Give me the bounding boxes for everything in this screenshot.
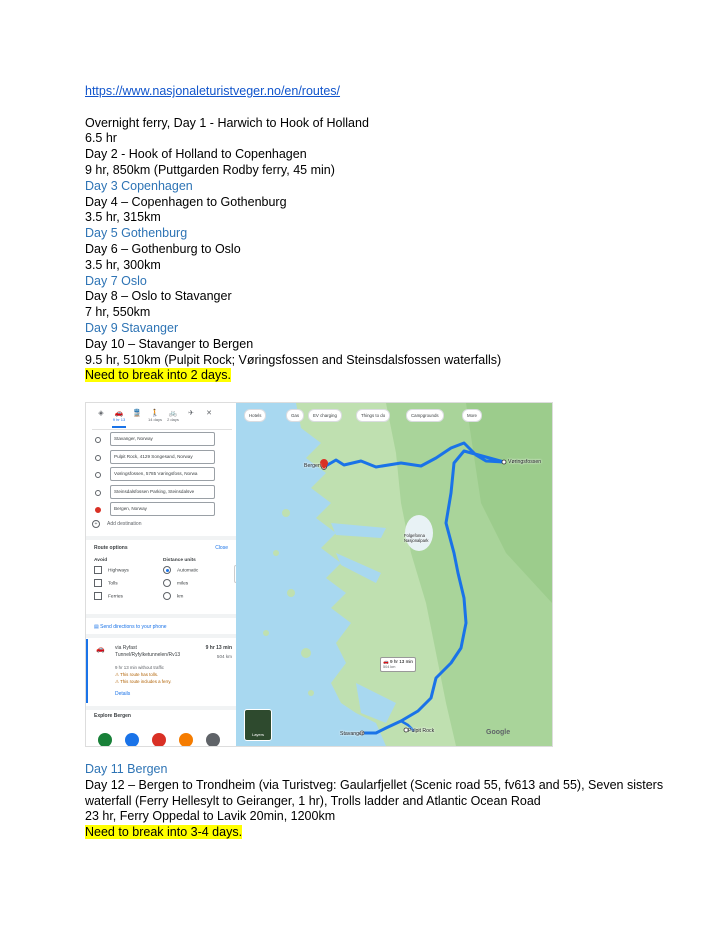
- radio[interactable]: [163, 579, 171, 587]
- car-icon: 🚗: [383, 659, 390, 664]
- car-icon: 🚗: [96, 646, 105, 653]
- highlighted-note: Need to break into 2 days.: [85, 368, 231, 383]
- stop-dot-icon: [95, 455, 101, 461]
- walk-icon-glyph: 🚶: [150, 410, 160, 417]
- routes-link[interactable]: https://www.nasjonaleturistveger.no/en/routes/: [85, 84, 341, 98]
- itinerary-line: Day 3 Copenhagen: [85, 178, 193, 193]
- map-label-folgefonna: Folgefonna Nasjonalpark: [404, 533, 429, 543]
- more-icon[interactable]: [206, 733, 220, 747]
- gas-icon[interactable]: [152, 733, 166, 747]
- map-label-stavanger: Stavanger: [340, 731, 364, 737]
- route-card[interactable]: 🚗 via Ryfast Tunnel/Ryfylketunnelen/Rv13 9 hr 13 min 504 km 9 hr 13 min without traffic ⚠ This route has tolls. ⚠ This route includes a ferry. Details: [86, 639, 238, 703]
- map-label-bergen: Bergen: [304, 463, 321, 469]
- map-label-pulpit-rock: Pulpit Rock: [408, 728, 435, 734]
- destination-pin-icon: [95, 507, 101, 513]
- checkbox[interactable]: [94, 579, 102, 587]
- bike-icon-glyph: 🚲: [168, 410, 178, 417]
- parking-icon[interactable]: [179, 733, 193, 747]
- close-icon[interactable]: [202, 409, 216, 417]
- route-options-title: Route options: [94, 545, 128, 551]
- chip-hotels[interactable]: Hotels: [244, 409, 266, 422]
- travel-mode-bar: [92, 407, 232, 430]
- itinerary-line: Overnight ferry, Day 1 - Harwich to Hook of Holland: [85, 115, 369, 130]
- unit-option[interactable]: miles: [163, 579, 198, 592]
- plus-icon: +: [92, 520, 100, 528]
- flight-icon-glyph: ✈: [188, 410, 194, 417]
- layers-button[interactable]: Layers: [244, 709, 272, 741]
- document-body: [85, 84, 645, 384]
- chip-gas[interactable]: Gas: [286, 409, 304, 422]
- route-details-link[interactable]: Details: [115, 691, 131, 697]
- explore-title: Explore Bergen: [94, 713, 131, 719]
- itinerary-line: Day 9 Stavanger: [85, 320, 179, 335]
- route-options-close[interactable]: Close: [215, 545, 228, 551]
- stop-input[interactable]: Bergen, Norway: [110, 502, 215, 516]
- route-via: via Ryfast Tunnel/Ryfylketunnelen/Rv13: [115, 645, 181, 658]
- hotels-icon[interactable]: [125, 733, 139, 747]
- itinerary-line: Day 4 – Copenhagen to Gothenburg: [85, 194, 287, 209]
- itinerary-line: 3.5 hr, 300km: [85, 257, 161, 272]
- stop-input[interactable]: Vøringsfossen, 5785 Vøringsfoss, Norwa: [110, 467, 215, 481]
- chip-things-to-do[interactable]: Things to do: [356, 409, 390, 422]
- radio[interactable]: [163, 566, 171, 574]
- chip-more[interactable]: More: [462, 409, 482, 422]
- itinerary-line: 3.5 hr, 315km: [85, 210, 161, 225]
- itinerary-line: 7 hr, 550km: [85, 305, 151, 320]
- itinerary-line: Day 12 – Bergen to Trondheim (via Turistveg: Gaularfjellet (Scenic road 55, fv613 and 55), Seven sisters: [85, 777, 664, 792]
- stop-list: [92, 431, 232, 519]
- stop-dot-icon: [95, 472, 101, 478]
- directions-panel: [86, 403, 237, 746]
- stop-input[interactable]: Steinsdalsfossen Parking, Steinsdalsve: [110, 485, 215, 499]
- transit-icon[interactable]: [130, 409, 144, 417]
- itinerary-line: 6.5 hr: [85, 131, 117, 146]
- unit-option[interactable]: Automatic: [163, 566, 198, 579]
- walk-icon[interactable]: [148, 409, 162, 422]
- highlighted-note: Need to break into 3-4 days.: [85, 825, 243, 840]
- avoid-option[interactable]: Tolls: [94, 579, 129, 592]
- flight-icon[interactable]: [184, 409, 198, 417]
- itinerary-line: [85, 368, 645, 384]
- bike-icon[interactable]: [166, 409, 180, 422]
- itinerary-line: 23 hr, Ferry Oppedal to Lavik 20min, 1200km: [85, 809, 336, 824]
- stop-row: [92, 501, 232, 519]
- itinerary-line: Day 7 Oslo: [85, 273, 147, 288]
- map-label-voringsfossen: Vøringsfossen: [508, 459, 542, 465]
- avoid-option[interactable]: Ferries: [94, 592, 129, 605]
- close-icon-glyph: ✕: [206, 410, 212, 417]
- stop-row: [92, 449, 232, 467]
- category-chips: [244, 409, 548, 421]
- itinerary-top: [85, 116, 645, 385]
- warning-icon: ⚠: [115, 679, 121, 684]
- route-options: [94, 545, 232, 600]
- google-logo: Google: [486, 729, 511, 736]
- itinerary-line: Day 10 – Stavanger to Bergen: [85, 336, 254, 351]
- route-traffic: 9 hr 13 min without traffic: [115, 665, 164, 670]
- stop-input[interactable]: Stavanger, Norway: [110, 432, 215, 446]
- units-column: Distance units Automatic miles km: [163, 558, 198, 605]
- transit-icon-glyph: 🚆: [132, 410, 142, 417]
- stop-row: [92, 431, 232, 449]
- car-icon-glyph: 🚗: [114, 410, 124, 417]
- divider: [86, 536, 236, 540]
- itinerary-line: [85, 825, 645, 841]
- itinerary-line: Day 2 - Hook of Holland to Copenhagen: [85, 147, 307, 162]
- checkbox[interactable]: [94, 566, 102, 574]
- route-distance: 504 km: [216, 654, 232, 659]
- chip-campgrounds[interactable]: Campgrounds: [406, 409, 444, 422]
- route-time-badge[interactable]: 🚗 9 hr 13 min 504 km: [380, 657, 416, 672]
- unit-option[interactable]: km: [163, 592, 198, 605]
- restaurants-icon[interactable]: [98, 733, 112, 747]
- car-icon[interactable]: [112, 409, 126, 422]
- stop-row: [92, 484, 232, 502]
- mode-duration: 9 hr 13: [112, 417, 126, 422]
- stop-dot-icon: [95, 490, 101, 496]
- itinerary-line: Day 8 – Oslo to Stavanger: [85, 289, 232, 304]
- phone-icon: ▤: [94, 624, 101, 630]
- itinerary-bottom: [85, 762, 664, 841]
- checkbox[interactable]: [94, 592, 102, 600]
- chip-ev-charging[interactable]: EV charging: [308, 409, 342, 422]
- avoid-column: Avoid Highways Tolls Ferries: [94, 558, 129, 605]
- send-to-phone-link[interactable]: ▤ Send directions to your phone: [94, 624, 167, 630]
- route-time: 9 hr 13 min: [205, 645, 232, 651]
- stop-input[interactable]: Pulpit Rock, 4129 Songesand, Norway: [110, 450, 215, 464]
- divider: [86, 634, 236, 638]
- avoid-option[interactable]: Highways: [94, 566, 129, 579]
- google-maps-screenshot: [85, 402, 553, 747]
- mode-duration: 2 days: [167, 417, 179, 422]
- itinerary-line: 9 hr, 850km (Puttgarden Rodby ferry, 45 min): [85, 162, 335, 177]
- directions-icon-glyph: ◈: [98, 410, 104, 417]
- stop-row: [92, 466, 232, 484]
- directions-icon[interactable]: [94, 409, 108, 417]
- stop-dot-icon: [95, 437, 101, 443]
- document-body-continued: [85, 762, 664, 841]
- divider: [86, 614, 236, 618]
- radio[interactable]: [163, 592, 171, 600]
- divider: [86, 706, 236, 710]
- warning-icon: ⚠: [115, 672, 121, 677]
- itinerary-line: Day 11 Bergen: [85, 762, 168, 776]
- itinerary-line: Day 5 Gothenburg: [85, 226, 188, 241]
- add-destination[interactable]: + Add destination: [92, 520, 141, 528]
- itinerary-line: waterfall (Ferry Hellesylt to Geiranger, 1 hr), Trolls ladder and Atlantic Ocean Road: [85, 793, 541, 808]
- itinerary-line: 9.5 hr, 510km (Pulpit Rock; Vøringsfossen and Steinsdalsfossen waterfalls): [85, 352, 502, 367]
- itinerary-line: Day 6 – Gothenburg to Oslo: [85, 241, 241, 256]
- mode-duration: 14 days: [148, 417, 163, 422]
- map-canvas[interactable]: [236, 403, 552, 746]
